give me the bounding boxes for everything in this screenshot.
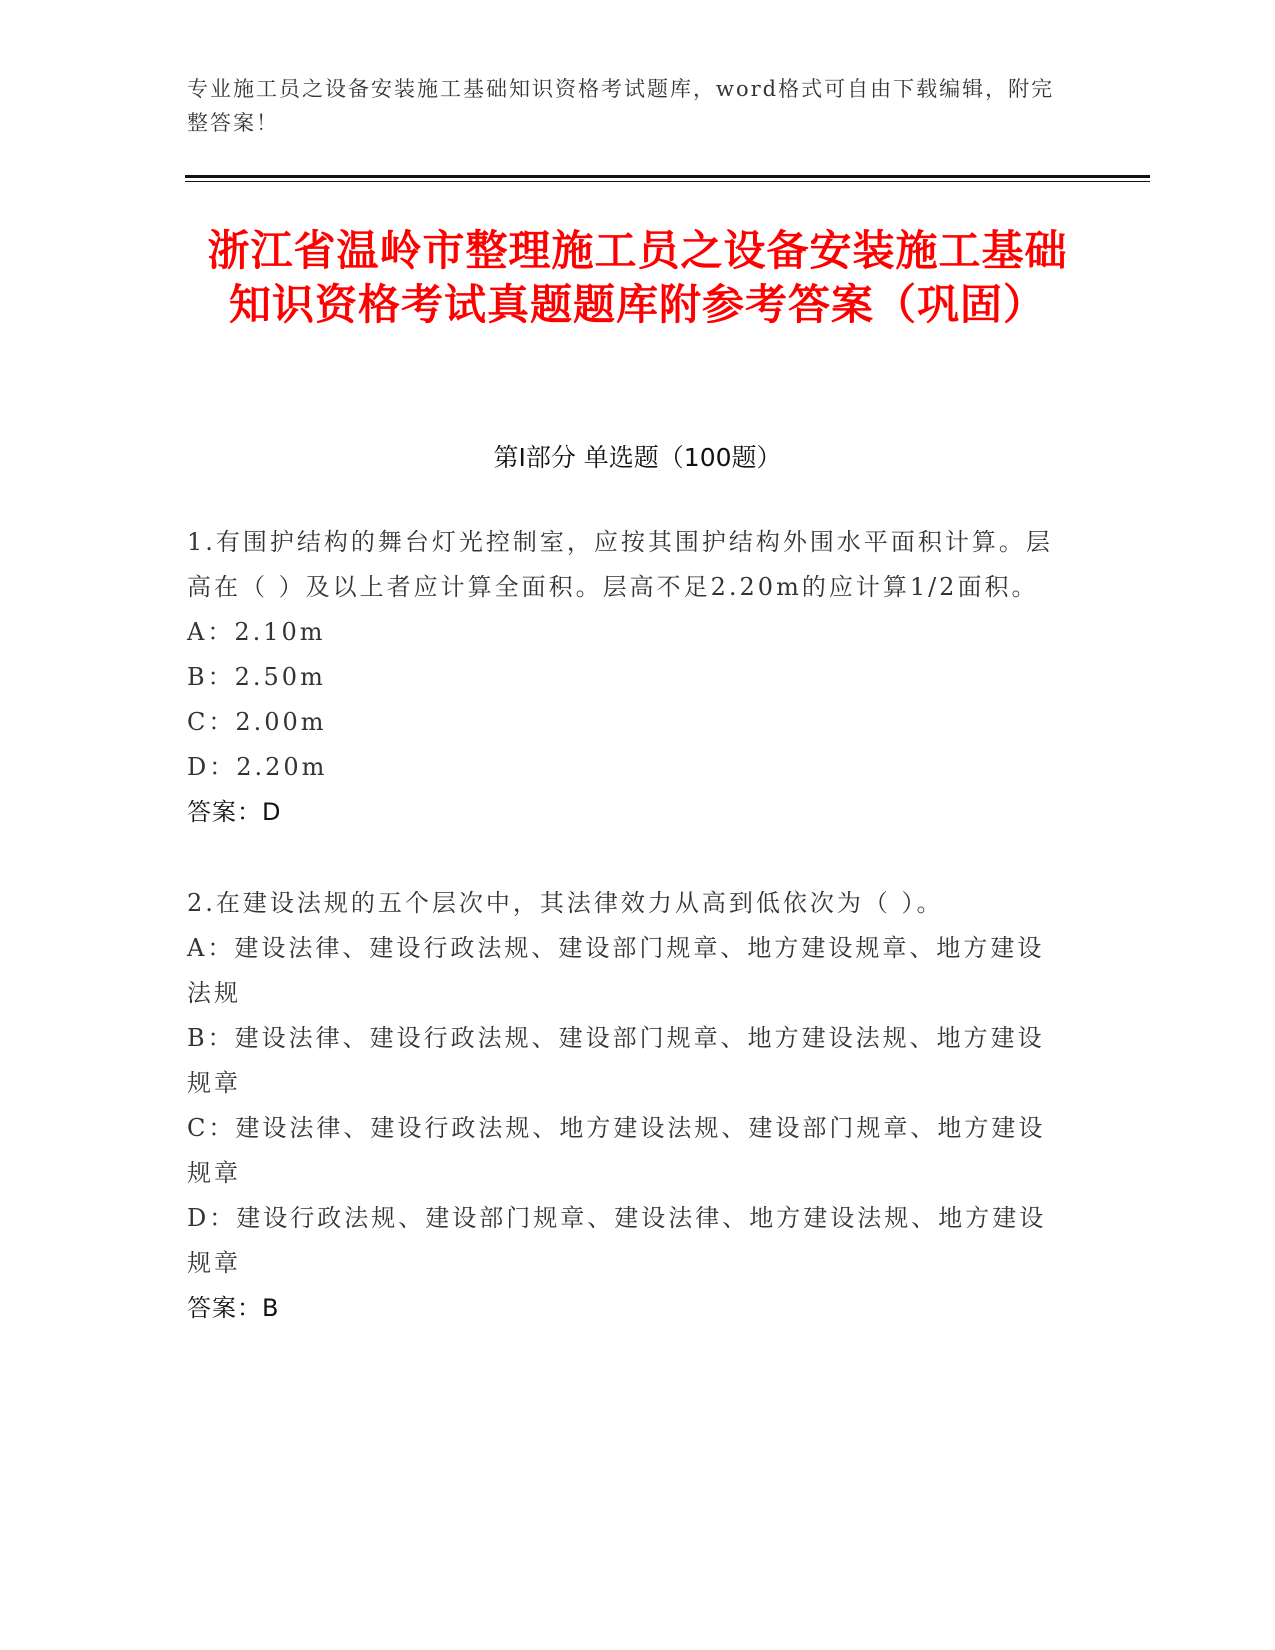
question-1 [187,520,1067,835]
answer-text: 答案：B [187,1294,280,1322]
option-d: D：建设行政法规、建设部门规章、建设法律、地方建设法规、地方建设规章 [187,1204,1047,1277]
option-b: B：建设法律、建设行政法规、建设部门规章、地方建设法规、地方建设规章 [187,1024,1045,1097]
section-heading: 第Ⅰ部分 单选题（100题） [493,443,782,472]
question-2 [187,881,1067,1331]
option-c: C：2.00m [187,708,327,736]
document-title: 浙江省温岭市整理施工员之设备安装施工基础知识资格考试真题题库附参考答案（巩固） [207,226,1068,329]
option-c: C：建设法律、建设行政法规、地方建设法规、建设部门规章、地方建设规章 [187,1114,1046,1187]
question-list [187,520,1067,1377]
option-a: A：2.10m [187,618,326,646]
intro-text: 专业施工员之设备安装施工基础知识资格考试题库，word格式可自由下载编辑，附完整答案！ [187,77,1055,135]
question-stem: 2.在建设法规的五个层次中，其法律效力从高到低依次为（ ）。 [187,889,944,917]
option-b: B：2.50m [187,663,326,691]
header-divider-thin [185,181,1150,182]
header-divider-thick [185,175,1150,178]
option-d: D：2.20m [187,753,328,781]
answer-text: 答案：D [187,798,282,826]
question-stem: 1.有围护结构的舞台灯光控制室，应按其围护结构外围水平面积计算。层高在（ ）及以上者应计算全面积。层高不足2.20m的应计算1/2面积。 [187,528,1053,601]
option-a: A：建设法律、建设行政法规、建设部门规章、地方建设规章、地方建设法规 [187,934,1045,1007]
